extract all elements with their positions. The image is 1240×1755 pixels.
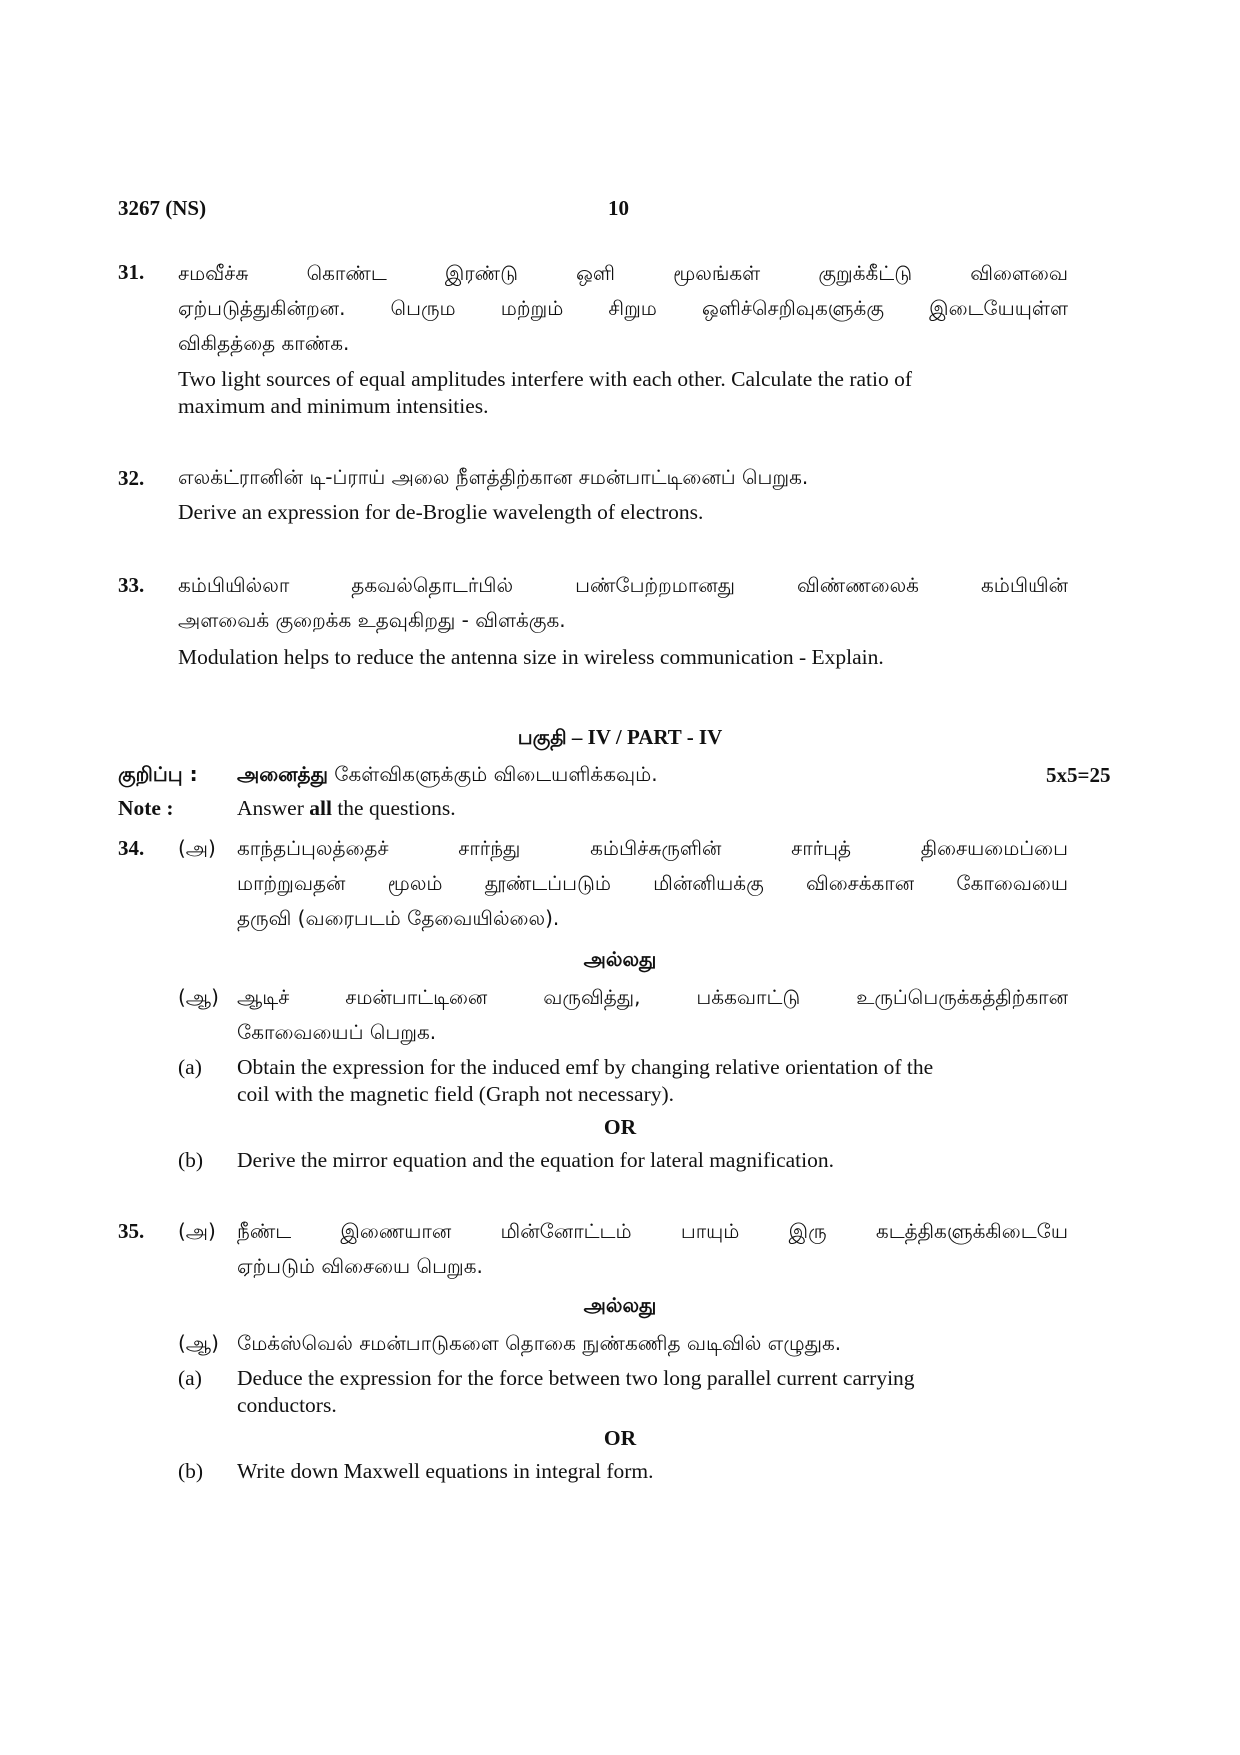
question-number-31: 31.	[118, 260, 145, 284]
q34-a-english-line1: Obtain the expression for the induced emf by changing relative orientation of the	[237, 1055, 934, 1079]
q34-b-tamil-line1: ஆடிச் சமன்பாட்டினை வருவித்து, பக்கவாட்டு உருப்பெருக்கத்திற்கான	[237, 985, 1068, 1009]
q35-b-label: (b)	[178, 1459, 204, 1483]
question-number-32: 32.	[118, 466, 145, 490]
part4-title	[0, 720, 1240, 755]
q31-english-line2: maximum and minimum intensities.	[178, 394, 489, 418]
part4-title-english: IV / PART - IV	[587, 725, 723, 749]
q33-tamil-line1: கம்பியில்லா தகவல்தொடர்பில் பண்பேற்றமானது விண்ணலைக் கம்பியின்	[178, 573, 1068, 597]
q35-b-english-line1: Write down Maxwell equations in integral form.	[237, 1459, 654, 1483]
question-number-33: 33.	[118, 573, 145, 597]
q34-a-tamil-line1: காந்தப்புலத்தைச் சார்ந்து கம்பிச்சுருளின் சார்புத் திசையமைப்பை	[237, 836, 1068, 860]
q35-a-english-line1: Deduce the expression for the force between two long parallel current carrying	[237, 1366, 915, 1390]
q33-english-line1: Modulation helps to reduce the antenna size in wireless communication - Explain.	[178, 645, 884, 669]
q34-a-label-tamil: (அ)	[178, 836, 216, 860]
note-bold-tamil: அனைத்து	[237, 762, 328, 786]
q34-a-tamil-line2: மாற்றுவதன் மூலம் தூண்டப்படும் மின்னியக்கு விசைக்கான கோவையை	[237, 871, 1068, 895]
q35-a-label-tamil: (அ)	[178, 1219, 216, 1243]
q31-tamil-line3: விகிதத்தை காண்க.	[178, 331, 350, 355]
q35-or-english: OR	[603, 1426, 637, 1450]
q35-a-tamil-line1: நீண்ட இணையான மின்னோட்டம் பாயும் இரு கடத்திகளுக்கிடையே	[237, 1219, 1068, 1243]
q34-or-tamil: அல்லது	[583, 947, 657, 971]
note-label-tamil: குறிப்பு :	[118, 762, 198, 786]
q31-tamil-line2: ஏற்படுத்துகின்றன. பெரும மற்றும் சிறும ஒளிச்செறிவுகளுக்கு இடையேயுள்ள	[178, 296, 1068, 320]
paper-code: 3267 (NS)	[118, 196, 207, 220]
q34-b-label: (b)	[178, 1148, 204, 1172]
q31-english-line1: Two light sources of equal amplitudes interfere with each other. Calculate the ratio of	[178, 367, 913, 391]
part4-title-tamil: பகுதி	[517, 725, 567, 749]
q34-b-label-tamil: (ஆ)	[178, 985, 219, 1009]
note-label-english: Note :	[118, 796, 174, 820]
note-rest-tamil: கேள்விகளுக்கும் விடையளிக்கவும்.	[327, 762, 658, 786]
q32-english-line1: Derive an expression for de-Broglie wavelength of electrons.	[178, 500, 704, 524]
q31-tamil-line1: சமவீச்சு கொண்ட இரண்டு ஒளி மூலங்கள் குறுக்கீட்டு விளைவை	[178, 261, 1068, 285]
q32-tamil-line1: எலக்ட்ரானின் டி-ப்ராய் அலை நீளத்திற்கான சமன்பாட்டினைப் பெறுக.	[178, 465, 809, 489]
q35-or-tamil: அல்லது	[583, 1293, 657, 1317]
q34-a-label: (a)	[178, 1055, 202, 1079]
question-number-34: 34.	[118, 836, 145, 860]
q35-b-label-tamil: (ஆ)	[178, 1331, 219, 1355]
q34-b-english-line1: Derive the mirror equation and the equation for lateral magnification.	[237, 1148, 834, 1172]
note-bold-english: all	[309, 796, 332, 820]
note-text-tamil	[237, 757, 658, 792]
q34-or-english: OR	[603, 1115, 637, 1139]
q35-b-tamil-line1: மேக்ஸ்வெல் சமன்பாடுகளை தொகை நுண்கணித வடிவில் எழுதுக.	[237, 1331, 842, 1355]
marks-allocation: 5x5=25	[1046, 763, 1111, 787]
q35-a-label: (a)	[178, 1366, 202, 1390]
page-number: 10	[608, 196, 629, 220]
q34-a-tamil-line3: தருவி (வரைபடம் தேவையில்லை).	[237, 906, 560, 930]
q35-a-english-line2: conductors.	[237, 1393, 337, 1417]
note-text-english: Answer all the questions.	[237, 796, 456, 820]
q35-a-tamil-line2: ஏற்படும் விசையை பெறுக.	[237, 1254, 483, 1278]
part4-title-sep: –	[566, 725, 588, 749]
q34-b-tamil-line2: கோவையைப் பெறுக.	[237, 1020, 437, 1044]
q33-tamil-line2: அளவைக் குறைக்க உதவுகிறது - விளக்குக.	[178, 608, 566, 632]
q34-a-english-line2: coil with the magnetic field (Graph not necessary).	[237, 1082, 675, 1106]
question-number-35: 35.	[118, 1219, 145, 1243]
